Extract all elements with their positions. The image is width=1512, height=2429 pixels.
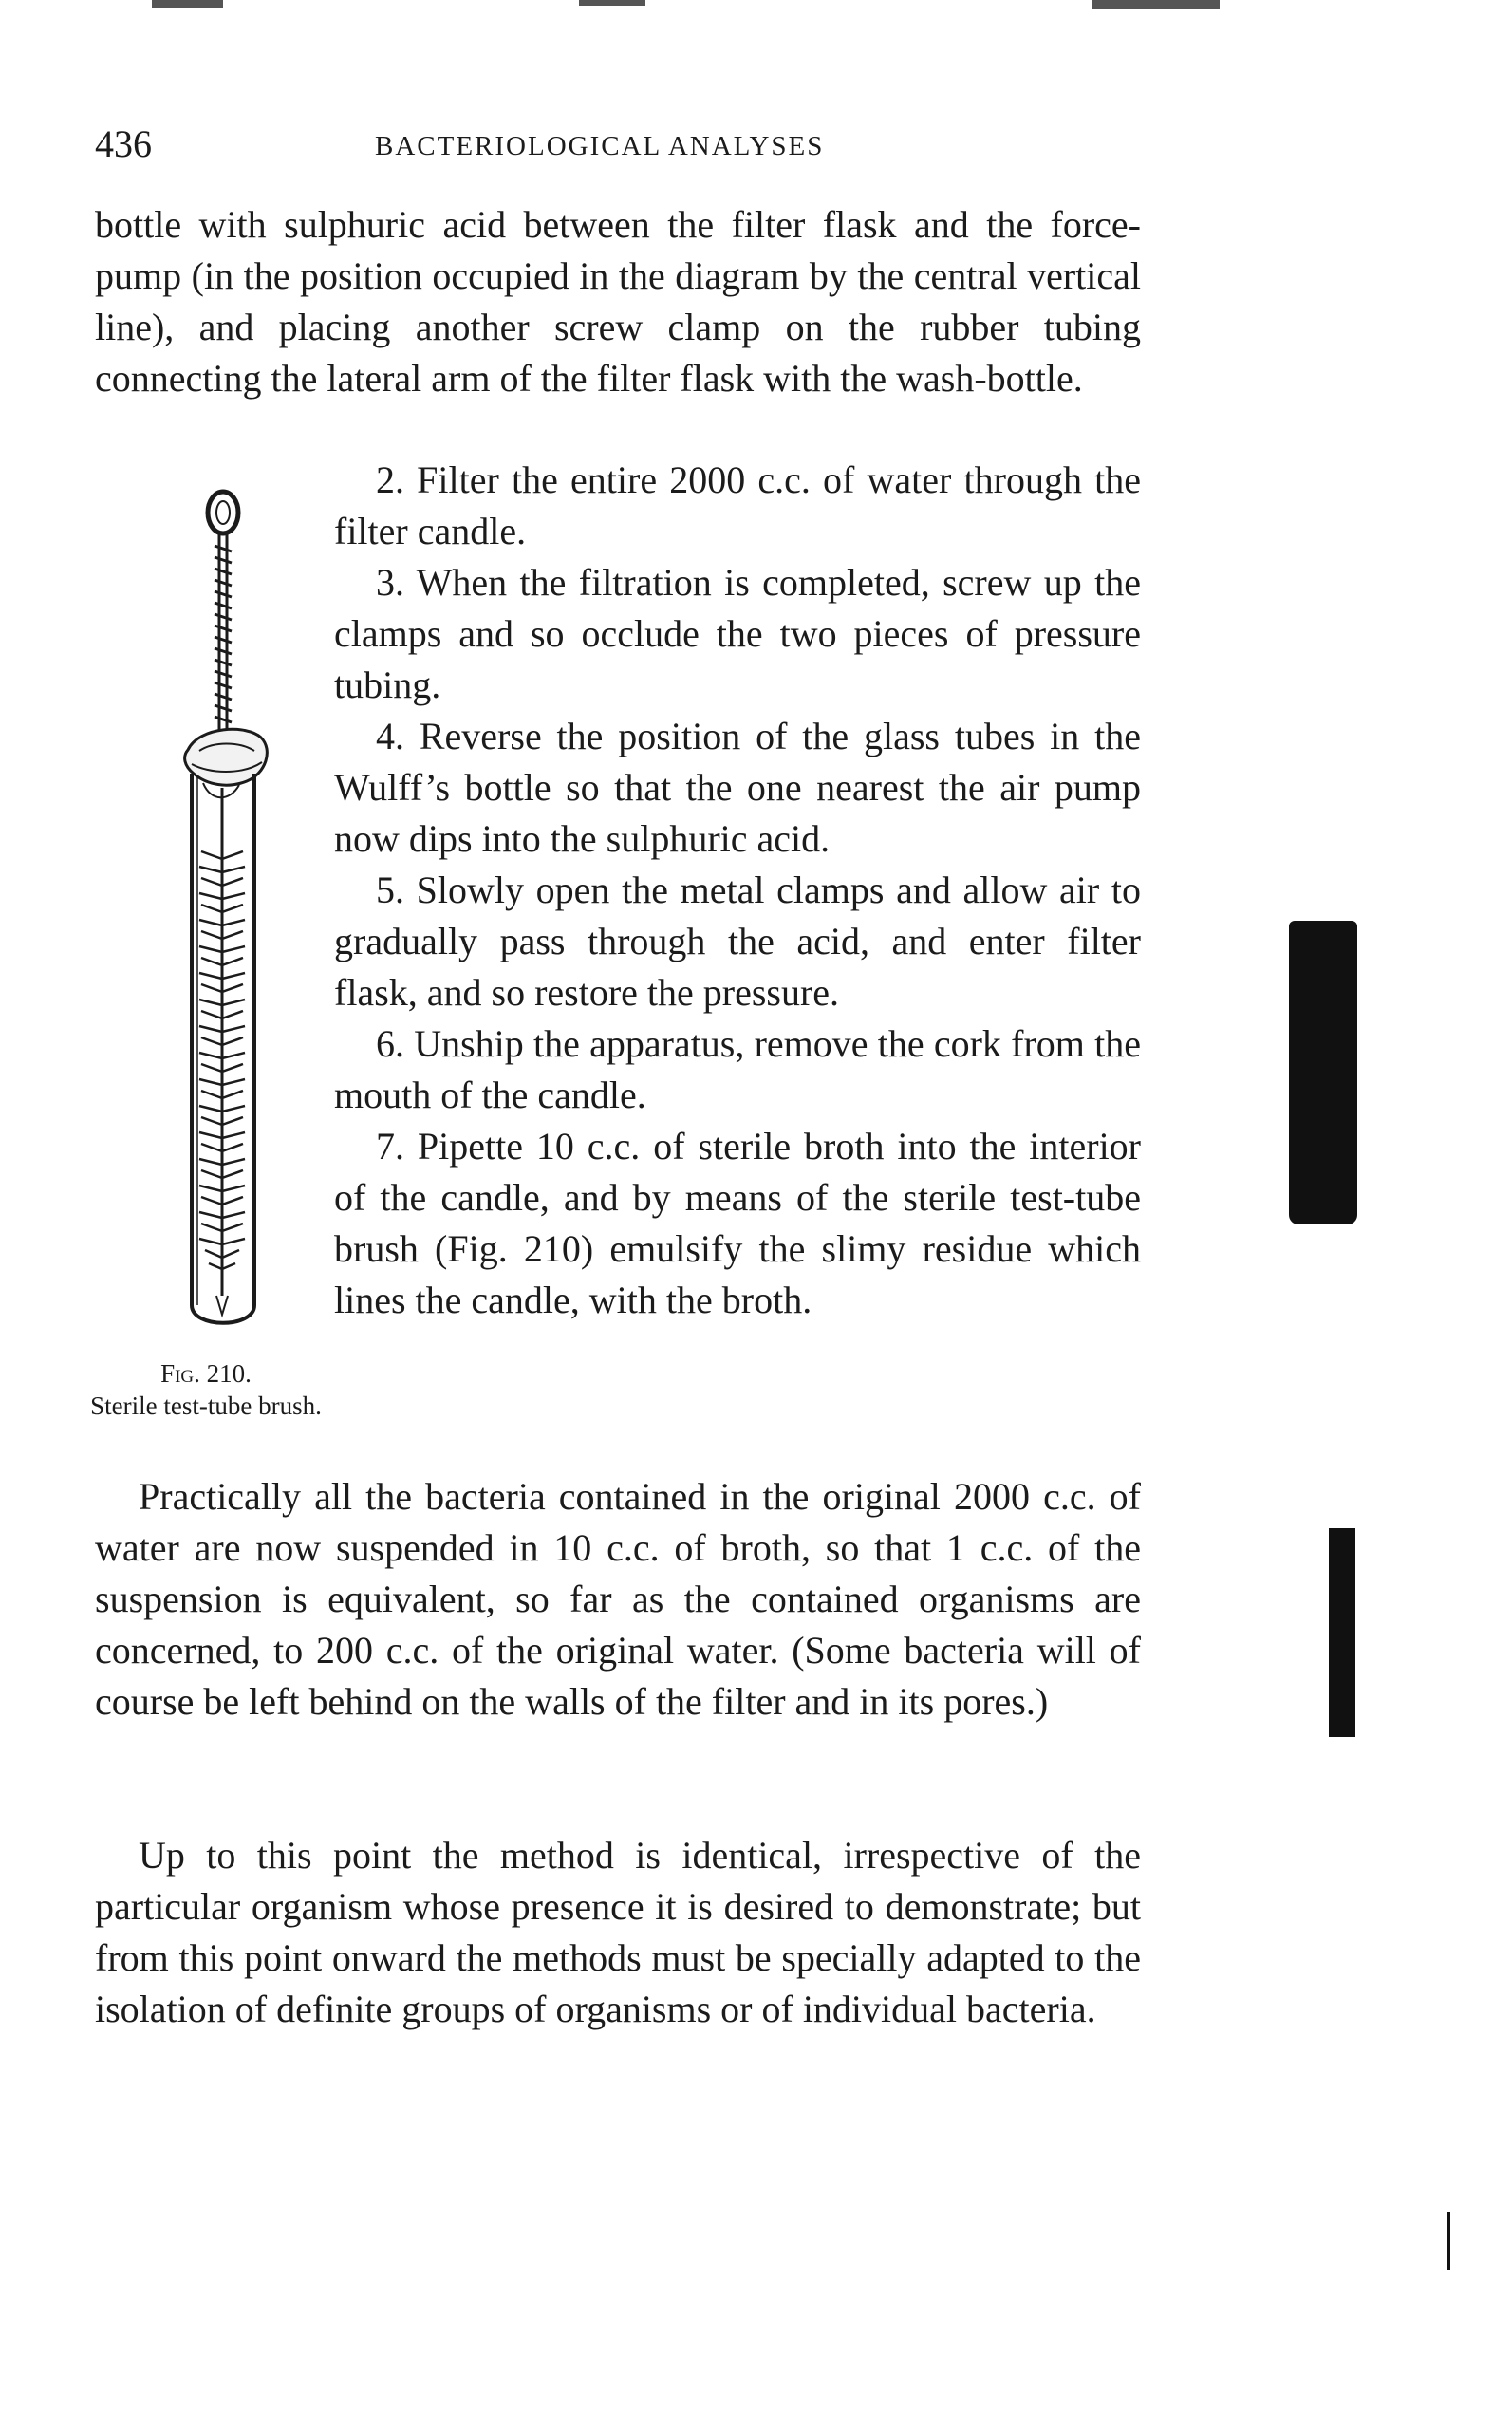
step-7: 7. Pipette 10 c.c. of sterile broth into the interior of the candle, and by means of the sterile test-tube brush (Fig. 210) emulsify the slimy residue which lines the candle, with the broth. <box>334 1125 1141 1321</box>
running-head: BACTERIOLOGICAL ANALYSES <box>375 131 825 161</box>
scan-artifact-top-left <box>152 0 223 8</box>
paragraph-suspension: Practically all the bacteria contained in the original 2000 c.c. of water are now suspended in 10 c.c. of broth, so that 1 c.c. of the suspension is equivalent, so far as the contained organisms are concerned, to 200 c.c. of the original water. (Some bacteria will of course be left behind on the walls of the filter and in its pores.) <box>95 1475 1141 1723</box>
intro-paragraph: bottle with sulphuric acid between the filter flask and the force-pump (in the position occupied in the diagram by the central vertical line), and placing another screw clamp on the rubber tubing connecting the lateral arm of the filter flask with the wash-bottle. <box>95 203 1141 400</box>
scan-artifact-right-tick <box>1447 2212 1450 2270</box>
test-tube-brush-illustration <box>133 489 285 1343</box>
figure-caption <box>87 1357 325 1422</box>
test-tube-brush-icon <box>133 489 285 1343</box>
scan-artifact-top-right <box>1092 0 1220 9</box>
procedure-steps <box>334 455 1141 1326</box>
step-5: 5. Slowly open the metal clamps and allow air to gradually pass through the acid, and enter filter flask, and so restore the pressure. <box>334 869 1141 1014</box>
page-header <box>95 121 1139 169</box>
scan-artifact-top-center <box>579 0 645 6</box>
page-number: 436 <box>95 122 152 165</box>
paragraph-method: Up to this point the method is identical, irrespective of the particular organism whose presence it is desired to demonstrate; but from this point onward the methods must be specially adapted to the isolation of definite groups of organisms or of individual bacteria. <box>95 1834 1141 2030</box>
step-2: 2. Filter the entire 2000 c.c. of water through the filter candle. <box>334 458 1141 552</box>
scan-artifact-right-blot-upper <box>1289 921 1357 1224</box>
scan-artifact-right-blot-lower <box>1329 1528 1355 1737</box>
step-4: 4. Reverse the position of the glass tubes in the Wulff’s bottle so that the one nearest the air pump now dips into the sulphuric acid. <box>334 715 1141 860</box>
step-3: 3. When the filtration is completed, screw up the clamps and so occlude the two pieces of pressure tubing. <box>334 561 1141 706</box>
figure-caption-text: Sterile test-tube brush. <box>90 1392 322 1420</box>
figure-label: Fig. 210. <box>160 1359 252 1388</box>
step-6: 6. Unship the apparatus, remove the cork from the mouth of the candle. <box>334 1022 1141 1116</box>
